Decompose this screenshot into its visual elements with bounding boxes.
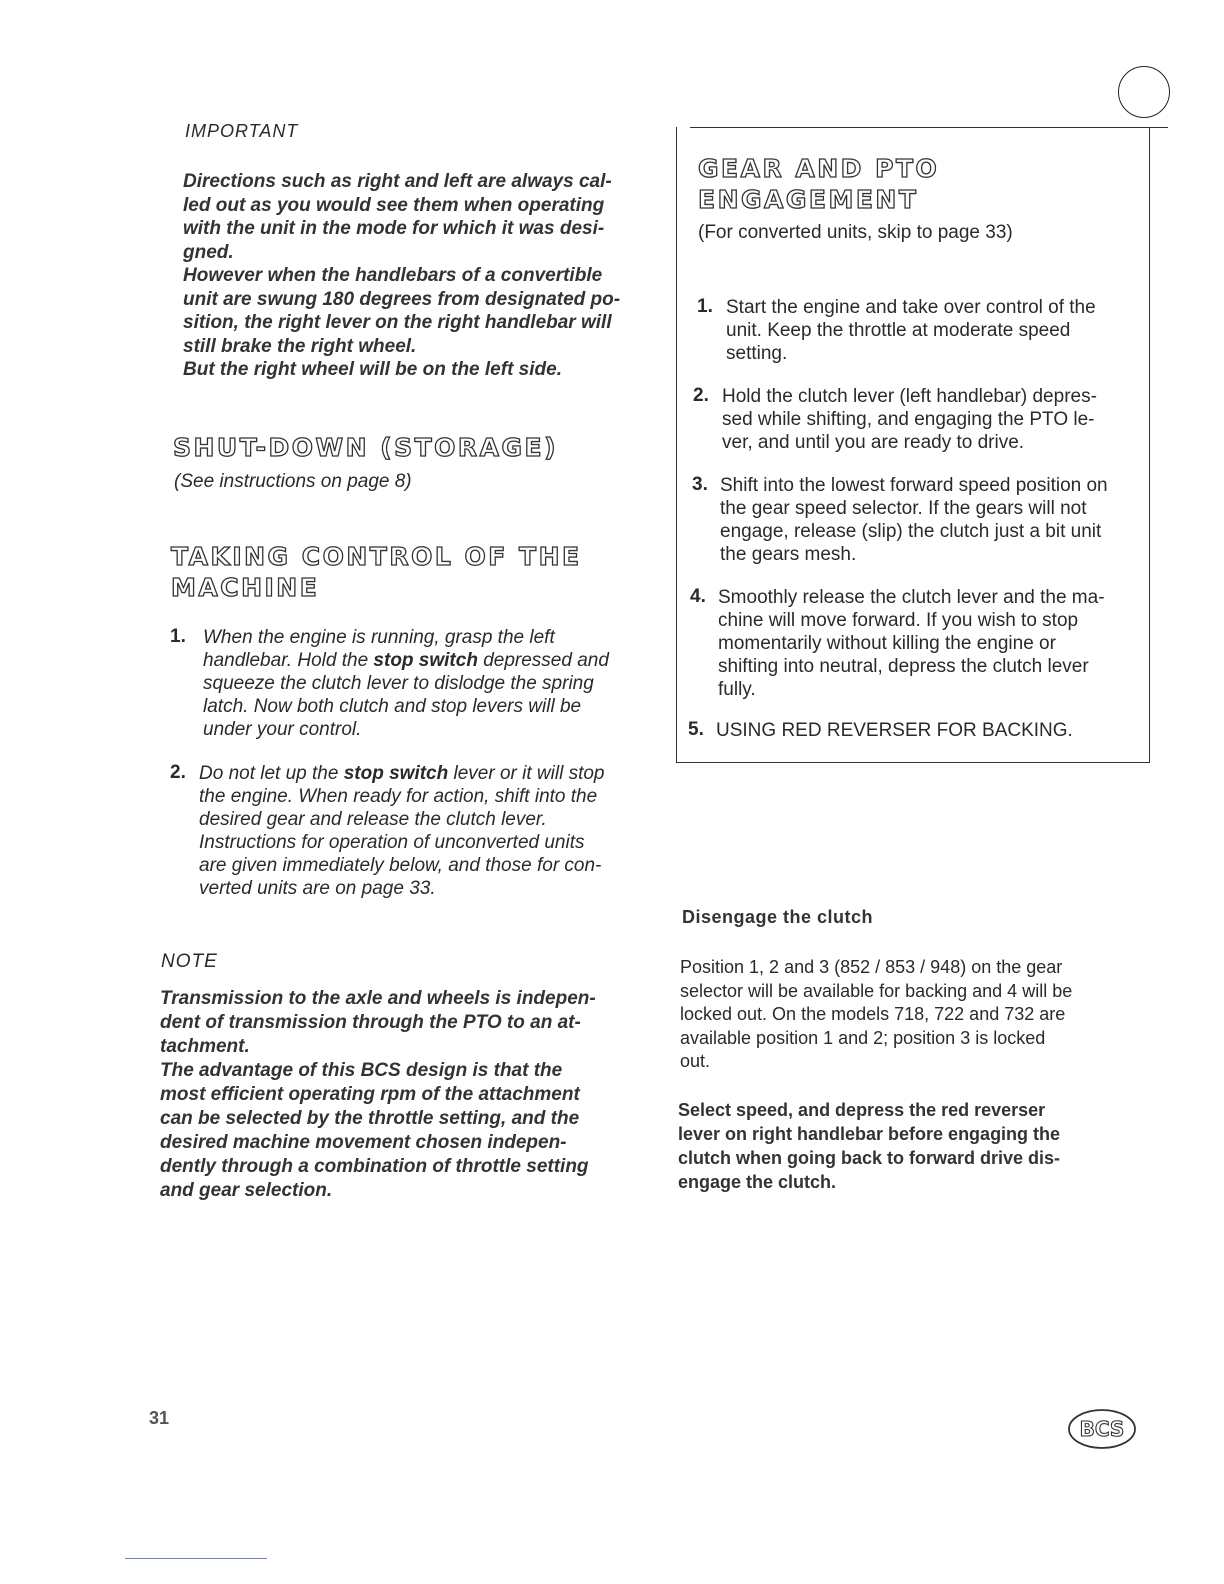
item-text-part: When the engine is running, grasp the left handlebar. Hold the [203,627,555,671]
stop-switch-emphasis: stop switch [343,763,449,784]
item-text: Smoothly release the clutch lever and the ma- chine will move forward. If you wish to stop momentarily without killing the engine or shifting into neutral, depress the clutch lever fully. [718,587,1105,700]
taking-control-item-1 [170,626,660,741]
item-number: 2. [693,385,709,406]
item-number: 3. [692,474,708,495]
bcs-logo-text: BCS [1079,1417,1125,1441]
item-text-part: Do not let up the [199,763,344,784]
gear-pto-note: (For converted units, skip to page 33) [698,222,1013,243]
footer-rule [125,1558,267,1559]
taking-control-title: TAKING CONTROL OF THE MACHINE [171,542,582,602]
taking-control-item-2 [170,762,660,900]
important-heading: IMPORTANT [185,121,299,141]
item-text: Hold the clutch lever (left handlebar) depres- sed while shifting, and engaging the PTO le- ver, and until you are ready to drive. [722,386,1097,453]
item-number: 1. [170,626,186,647]
important-text: Directions such as right and left are always cal- led out as you would see them when operating with the unit in the mode for which it was desi- gned. However when the handlebars of a convertible unit are swung 180 degrees from designated po- sition, the right lever on the right handlebar will still brake the right wheel. But the right wheel will be on the left side. [183,171,621,380]
disengage-select-text: Select speed, and depress the red reverser lever on right handlebar before engaging the clutch when going back to forward drive dis- engage the clutch. [678,1100,1061,1192]
item-number: 1. [697,296,713,317]
disengage-heading: Disengage the clutch [682,907,874,927]
item-number: 5. [688,719,704,740]
note-text: Transmission to the axle and wheels is indepen- dent of transmission through the PTO to an at- tachment. The advantage of this BCS design is that the most efficient operating rpm of the attachment can be selected by the throttle setting, and the desired machine movement chosen indepen- dently through a combination of throttle setting and gear selection. [160,988,596,1201]
item-text-part: depressed and squeeze the clutch lever to dislodge the spring latch. Now both clutch and stop levers will be under your control. [203,650,609,740]
item-text [199,762,660,900]
item-number: 2. [170,762,186,783]
item-number: 4. [690,586,706,607]
page-number: 31 [149,1408,170,1428]
gear-item-1 [697,296,1142,365]
item-text: Shift into the lowest forward speed position on the gear speed selector. If the gears will not engage, release (slip) the clutch just a bit unit the gears mesh. [720,475,1108,565]
item-text [203,626,660,741]
disengage-position-text: Position 1, 2 and 3 (852 / 853 / 948) on the gear selector will be available for backing and 4 will be locked out. On the models 718, 722 and 732 are available position 1 and 2; position 3 is locked out. [680,957,1073,1071]
shutdown-note: (See instructions on page 8) [174,471,412,492]
gear-item-3 [692,474,1144,566]
gear-pto-box-top-border [690,127,1168,128]
gear-item-2 [693,385,1143,454]
item-text-part: lever or it will stop the engine. When ready for action, shift into the desired gear and release the clutch lever. Instructions for operation of unconverted units are given immediately below, and those for con- verted units are on page 33. [199,763,605,899]
gear-item-4 [690,586,1140,701]
step-circle-marker [1118,66,1170,118]
bcs-logo-icon [1066,1407,1138,1451]
gear-pto-title: GEAR AND PTO ENGAGEMENT [698,154,940,214]
item-text: USING RED REVERSER FOR BACKING. [716,720,1073,741]
shutdown-title: SHUT-DOWN (STORAGE) [173,433,559,462]
gear-item-5 [688,719,1138,742]
item-text: Start the engine and take over control of the unit. Keep the throttle at moderate speed setting. [726,297,1096,364]
note-heading: NOTE [161,951,218,972]
stop-switch-emphasis: stop switch [373,650,478,671]
